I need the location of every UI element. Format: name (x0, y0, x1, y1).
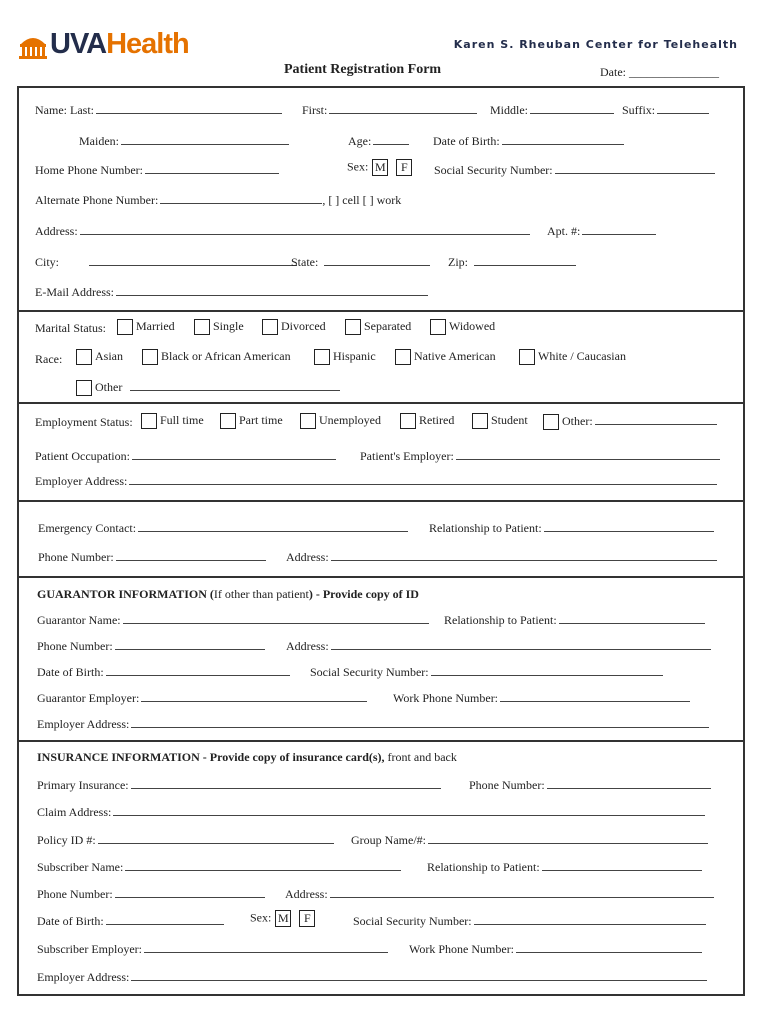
last-name-field[interactable]: Name: Last: (35, 102, 282, 118)
checkbox-icon (117, 319, 133, 335)
logo-wordmark: UVAHealth (50, 28, 189, 60)
race-other[interactable]: Other (76, 379, 340, 396)
policy-id-field[interactable]: Policy ID #: (37, 832, 334, 848)
race-hispanic[interactable]: Hispanic (314, 349, 376, 365)
subscriber-ssn-field[interactable]: Social Security Number: (353, 913, 706, 929)
checkbox-icon (300, 413, 316, 429)
guarantor-heading: GUARANTOR INFORMATION (If other than patient) - Provide copy of ID (37, 587, 419, 601)
maiden-name-field[interactable]: Maiden: (79, 133, 289, 149)
marital-single[interactable]: Single (194, 319, 244, 335)
apt-field[interactable]: Apt. #: (547, 223, 656, 239)
checkbox-icon (141, 413, 157, 429)
insurance-phone-field[interactable]: Phone Number: (469, 777, 711, 793)
employment-status-label: Employment Status: (35, 415, 133, 429)
race-white[interactable]: White / Caucasian (519, 349, 626, 365)
race-black[interactable]: Black or African American (142, 349, 291, 365)
checkbox-icon (142, 349, 158, 365)
employment-other[interactable]: Other: (543, 413, 717, 430)
guarantor-employer-field[interactable]: Guarantor Employer: (37, 690, 367, 706)
emergency-section (17, 500, 745, 578)
guarantor-phone-field[interactable]: Phone Number: (37, 638, 265, 654)
checkbox-icon (220, 413, 236, 429)
marital-separated[interactable]: Separated (345, 319, 411, 335)
checkbox-icon (262, 319, 278, 335)
checkbox-icon (76, 380, 92, 396)
checkbox-icon (543, 414, 559, 430)
race-native-american[interactable]: Native American (395, 349, 496, 365)
subscriber-sex-field[interactable]: Sex: M F (250, 910, 319, 927)
employment-student[interactable]: Student (472, 413, 528, 429)
employment-unemployed[interactable]: Unemployed (300, 413, 381, 429)
cell-work-options: , [ ] cell [ ] work (322, 193, 402, 207)
subscriber-sex-m-box[interactable]: M (275, 910, 291, 927)
checkbox-icon (395, 349, 411, 365)
subscriber-phone-field[interactable]: Phone Number: (37, 886, 265, 902)
first-name-field[interactable]: First: (302, 102, 477, 118)
city-field[interactable]: City: (35, 254, 297, 270)
checkbox-icon (314, 349, 330, 365)
subscriber-sex-f-box[interactable]: F (299, 910, 315, 927)
employer-address-field[interactable]: Employer Address: (35, 473, 717, 489)
subscriber-address-field[interactable]: Address: (285, 886, 714, 902)
subscriber-dob-field[interactable]: Date of Birth: (37, 913, 224, 929)
checkbox-icon (519, 349, 535, 365)
marital-married[interactable]: Married (117, 319, 175, 335)
emergency-relationship-field[interactable]: Relationship to Patient: (429, 520, 714, 536)
checkbox-icon (430, 319, 446, 335)
guarantor-employer-address-field[interactable]: Employer Address: (37, 716, 709, 732)
form-title: Patient Registration Form (284, 62, 442, 77)
occupation-field[interactable]: Patient Occupation: (35, 448, 336, 464)
emergency-contact-field[interactable]: Emergency Contact: (38, 520, 408, 536)
guarantor-ssn-field[interactable]: Social Security Number: (310, 664, 663, 680)
emergency-phone-field[interactable]: Phone Number: (38, 549, 266, 565)
state-field[interactable]: State: (291, 254, 430, 270)
subscriber-employer-address-field[interactable]: Employer Address: (37, 969, 707, 985)
guarantor-relationship-field[interactable]: Relationship to Patient: (444, 612, 705, 628)
ssn-field[interactable]: Social Security Number: (434, 162, 715, 178)
guarantor-dob-field[interactable]: Date of Birth: (37, 664, 290, 680)
sex-field[interactable]: Sex: M F (347, 159, 416, 176)
emergency-address-field[interactable]: Address: (286, 549, 717, 565)
race-asian[interactable]: Asian (76, 349, 123, 365)
dob-field[interactable]: Date of Birth: (433, 133, 624, 149)
suffix-field[interactable]: Suffix: (622, 102, 709, 118)
center-name: Karen S. Rheuban Center for Telehealth (453, 38, 738, 51)
date-field[interactable]: Date: _______________ (600, 65, 719, 79)
checkbox-icon (472, 413, 488, 429)
guarantor-work-phone-field[interactable]: Work Phone Number: (393, 690, 690, 706)
employment-retired[interactable]: Retired (400, 413, 454, 429)
employment-part-time[interactable]: Part time (220, 413, 283, 429)
claim-address-field[interactable]: Claim Address: (37, 804, 705, 820)
insurance-heading: INSURANCE INFORMATION - Provide copy of insurance card(s), front and back (37, 750, 457, 764)
employment-full-time[interactable]: Full time (141, 413, 204, 429)
group-name-field[interactable]: Group Name/#: (351, 832, 708, 848)
race-label: Race: (35, 352, 63, 366)
sex-f-box[interactable]: F (396, 159, 412, 176)
rotunda-icon (18, 32, 48, 60)
patient-employer-field[interactable]: Patient's Employer: (360, 448, 720, 464)
subscriber-work-phone-field[interactable]: Work Phone Number: (409, 941, 702, 957)
home-phone-field[interactable]: Home Phone Number: (35, 162, 279, 178)
checkbox-icon (194, 319, 210, 335)
zip-field[interactable]: Zip: (448, 254, 576, 270)
marital-widowed[interactable]: Widowed (430, 319, 495, 335)
subscriber-employer-field[interactable]: Subscriber Employer: (37, 941, 388, 957)
checkbox-icon (400, 413, 416, 429)
checkbox-icon (345, 319, 361, 335)
subscriber-relationship-field[interactable]: Relationship to Patient: (427, 859, 702, 875)
subscriber-name-field[interactable]: Subscriber Name: (37, 859, 401, 875)
guarantor-name-field[interactable]: Guarantor Name: (37, 612, 429, 628)
middle-name-field[interactable]: Middle: (490, 102, 614, 118)
primary-insurance-field[interactable]: Primary Insurance: (37, 777, 441, 793)
guarantor-address-field[interactable]: Address: (286, 638, 711, 654)
alt-phone-field[interactable]: Alternate Phone Number: , [ ] cell [ ] work (35, 193, 402, 207)
address-field[interactable]: Address: (35, 223, 530, 239)
marital-status-label: Marital Status: (35, 321, 106, 335)
marital-divorced[interactable]: Divorced (262, 319, 326, 335)
email-field[interactable]: E-Mail Address: (35, 284, 428, 300)
sex-m-box[interactable]: M (372, 159, 388, 176)
age-field[interactable]: Age: (348, 133, 409, 149)
checkbox-icon (76, 349, 92, 365)
